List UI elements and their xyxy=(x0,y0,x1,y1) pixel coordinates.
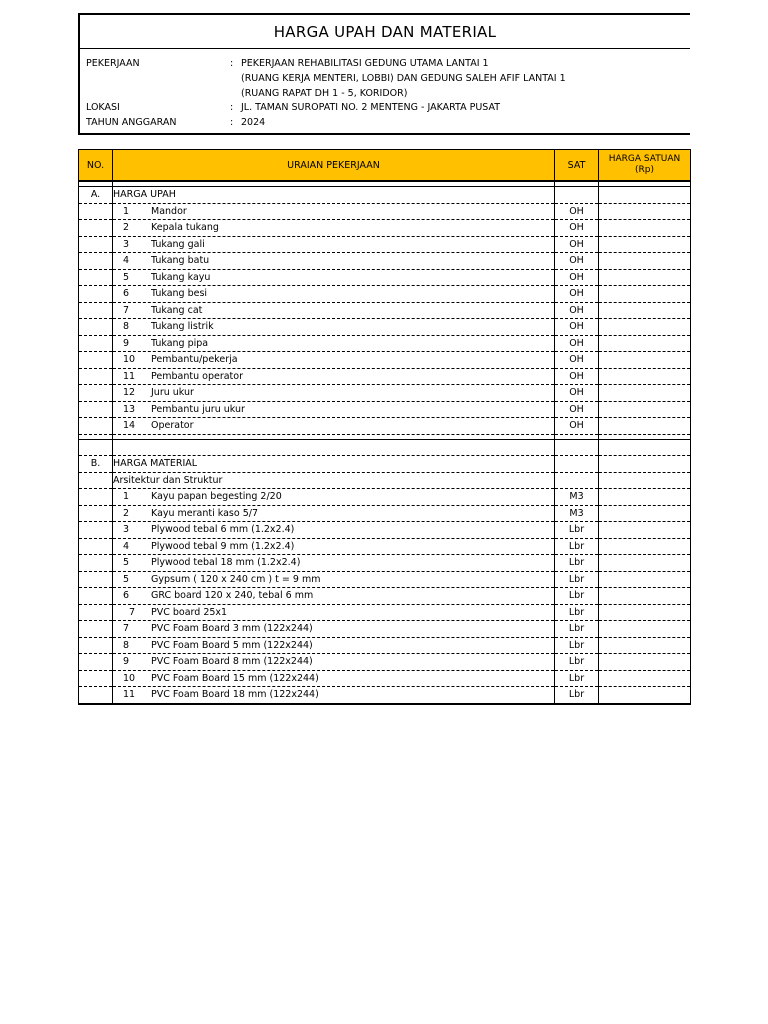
row-description-text: Tukang pipa xyxy=(151,337,209,349)
row-blank xyxy=(79,385,113,402)
row-number: 2 xyxy=(123,507,130,519)
table-row xyxy=(79,418,691,435)
row-price xyxy=(599,538,691,555)
table-row xyxy=(79,368,691,385)
row-unit: OH xyxy=(555,335,599,352)
row-description xyxy=(113,670,555,687)
document-title: HARGA UPAH DAN MATERIAL xyxy=(273,23,497,41)
row-blank xyxy=(79,670,113,687)
row-description-text: Pembantu juru ukur xyxy=(151,403,245,415)
row-unit: Lbr xyxy=(555,571,599,588)
row-unit: Lbr xyxy=(555,588,599,605)
row-number: 2 xyxy=(123,222,130,234)
row-number: 11 xyxy=(123,689,136,701)
row-price xyxy=(599,401,691,418)
row-blank xyxy=(79,522,113,539)
row-price xyxy=(599,637,691,654)
row-number: 7 xyxy=(129,606,136,618)
row-blank xyxy=(79,538,113,555)
row-number: 14 xyxy=(123,420,136,432)
row-unit: Lbr xyxy=(555,604,599,621)
section-row xyxy=(79,187,691,204)
row-description xyxy=(113,286,555,303)
row-price xyxy=(599,253,691,270)
row-blank xyxy=(79,505,113,522)
table-row xyxy=(79,687,691,704)
row-number: 4 xyxy=(123,540,130,552)
table-row xyxy=(79,538,691,555)
title-divider xyxy=(80,48,690,49)
header-uraian: URAIAN PEKERJAAN xyxy=(113,150,555,182)
row-description-text: Tukang gali xyxy=(151,238,205,250)
row-unit: Lbr xyxy=(555,654,599,671)
row-description-text: Gypsum ( 120 x 240 cm ) t = 9 mm xyxy=(151,573,321,585)
table-row xyxy=(79,203,691,220)
row-price xyxy=(599,203,691,220)
section-harga xyxy=(599,456,691,473)
row-blank xyxy=(79,203,113,220)
table-row xyxy=(79,670,691,687)
row-blank xyxy=(79,687,113,704)
row-price xyxy=(599,286,691,303)
header-harga xyxy=(599,150,691,182)
row-unit: OH xyxy=(555,203,599,220)
row-blank xyxy=(79,236,113,253)
row-number: 3 xyxy=(123,524,130,536)
row-description-text: Kayu meranti kaso 5/7 xyxy=(151,507,259,519)
row-unit: Lbr xyxy=(555,538,599,555)
blank-row xyxy=(79,439,691,456)
row-blank xyxy=(79,489,113,506)
pekerjaan-label: PEKERJAAN xyxy=(86,58,140,69)
row-blank xyxy=(79,401,113,418)
row-unit: Lbr xyxy=(555,522,599,539)
header-no: NO. xyxy=(79,150,113,182)
row-description-text: PVC Foam Board 5 mm (122x244) xyxy=(151,639,313,651)
row-description xyxy=(113,401,555,418)
row-description xyxy=(113,489,555,506)
row-description-text: Kayu papan begesting 2/20 xyxy=(151,491,282,503)
header-harga-line-2: (Rp) xyxy=(635,165,654,175)
row-description-text: Operator xyxy=(151,420,194,432)
table-row xyxy=(79,269,691,286)
row-unit: OH xyxy=(555,302,599,319)
row-description-text: Plywood tebal 6 mm (1.2x2.4) xyxy=(151,524,295,536)
section-code: A. xyxy=(79,187,113,204)
row-description xyxy=(113,538,555,555)
row-description xyxy=(113,253,555,270)
row-description xyxy=(113,302,555,319)
table-row xyxy=(79,352,691,369)
row-unit: Lbr xyxy=(555,637,599,654)
row-description-text: PVC Foam Board 3 mm (122x244) xyxy=(151,623,313,635)
row-price xyxy=(599,687,691,704)
pekerjaan-colon: : xyxy=(230,58,234,69)
row-price xyxy=(599,335,691,352)
subsection-row xyxy=(79,472,691,489)
row-description-text: PVC Foam Board 8 mm (122x244) xyxy=(151,656,313,668)
table-row xyxy=(79,253,691,270)
table-row xyxy=(79,621,691,638)
row-number: 5 xyxy=(123,573,130,585)
row-description xyxy=(113,637,555,654)
row-price xyxy=(599,269,691,286)
row-description xyxy=(113,236,555,253)
row-number: 10 xyxy=(123,672,136,684)
row-description-text: GRC board 120 x 240, tebal 6 mm xyxy=(151,590,314,602)
row-blank xyxy=(79,621,113,638)
row-number: 6 xyxy=(123,590,130,602)
row-unit: OH xyxy=(555,269,599,286)
row-unit: M3 xyxy=(555,505,599,522)
table-row xyxy=(79,319,691,336)
pekerjaan-line-1: PEKERJAAN REHABILITASI GEDUNG UTAMA LANTAI 1 xyxy=(241,58,489,69)
row-description-text: PVC Foam Board 18 mm (122x244) xyxy=(151,689,319,701)
blank-cell xyxy=(599,439,691,456)
row-price xyxy=(599,621,691,638)
row-description xyxy=(113,555,555,572)
row-price xyxy=(599,489,691,506)
row-number: 11 xyxy=(123,370,136,382)
row-blank xyxy=(79,418,113,435)
blank-cell xyxy=(79,439,113,456)
row-number: 6 xyxy=(123,288,130,300)
row-blank xyxy=(79,637,113,654)
subsection-code xyxy=(79,472,113,489)
table-header-row xyxy=(79,150,691,182)
section-sat xyxy=(555,456,599,473)
row-description xyxy=(113,352,555,369)
row-description xyxy=(113,687,555,704)
row-number: 9 xyxy=(123,337,130,349)
row-blank xyxy=(79,269,113,286)
row-description-text: Mandor xyxy=(151,205,187,217)
row-unit: OH xyxy=(555,418,599,435)
row-price xyxy=(599,385,691,402)
section-sat xyxy=(555,187,599,204)
table-row xyxy=(79,654,691,671)
table-row xyxy=(79,401,691,418)
row-blank xyxy=(79,352,113,369)
tahun-label: TAHUN ANGGARAN xyxy=(86,117,177,128)
row-unit: OH xyxy=(555,385,599,402)
row-blank xyxy=(79,654,113,671)
row-unit: OH xyxy=(555,368,599,385)
row-description xyxy=(113,522,555,539)
table-row xyxy=(79,302,691,319)
row-description-text: Plywood tebal 9 mm (1.2x2.4) xyxy=(151,540,295,552)
section-code: B. xyxy=(79,456,113,473)
row-description-text: Tukang besi xyxy=(151,288,208,300)
table-row xyxy=(79,571,691,588)
row-price xyxy=(599,571,691,588)
row-price xyxy=(599,604,691,621)
row-blank xyxy=(79,571,113,588)
row-description-text: Juru ukur xyxy=(151,387,194,399)
row-unit: Lbr xyxy=(555,555,599,572)
row-price xyxy=(599,522,691,539)
row-description xyxy=(113,203,555,220)
row-price xyxy=(599,319,691,336)
pekerjaan-line-2: (RUANG KERJA MENTERI, LOBBI) DAN GEDUNG SALEH AFIF LANTAI 1 xyxy=(241,73,566,84)
row-description-text: Pembantu operator xyxy=(151,370,243,382)
row-unit: Lbr xyxy=(555,621,599,638)
row-unit: Lbr xyxy=(555,687,599,704)
row-number: 8 xyxy=(123,321,130,333)
subsection-sat xyxy=(555,472,599,489)
row-description xyxy=(113,368,555,385)
blank-cell xyxy=(555,439,599,456)
row-price xyxy=(599,670,691,687)
row-description-text: PVC Foam Board 15 mm (122x244) xyxy=(151,672,319,684)
row-price xyxy=(599,418,691,435)
table-row xyxy=(79,489,691,506)
table-row xyxy=(79,236,691,253)
row-description-text: Tukang cat xyxy=(151,304,203,316)
row-unit: OH xyxy=(555,352,599,369)
price-table xyxy=(78,149,691,705)
subsection-harga xyxy=(599,472,691,489)
row-number: 7 xyxy=(123,304,130,316)
subsection-title: Arsitektur dan Struktur xyxy=(113,472,555,489)
row-price xyxy=(599,654,691,671)
row-description-text: Tukang listrik xyxy=(151,321,214,333)
row-unit: M3 xyxy=(555,489,599,506)
row-number: 1 xyxy=(123,205,130,217)
table-row xyxy=(79,588,691,605)
table-row xyxy=(79,637,691,654)
row-number: 5 xyxy=(123,271,130,283)
section-row xyxy=(79,456,691,473)
row-blank xyxy=(79,319,113,336)
row-number: 1 xyxy=(123,491,130,503)
row-description xyxy=(113,385,555,402)
row-number: 7 xyxy=(123,623,130,635)
row-blank xyxy=(79,368,113,385)
row-blank xyxy=(79,253,113,270)
row-blank xyxy=(79,286,113,303)
row-description xyxy=(113,269,555,286)
section-title: HARGA MATERIAL xyxy=(113,456,555,473)
row-number: 5 xyxy=(123,557,130,569)
row-description xyxy=(113,588,555,605)
row-unit: OH xyxy=(555,220,599,237)
tahun-colon: : xyxy=(230,117,234,128)
header-harga-line-1: HARGA SATUAN xyxy=(608,154,681,164)
row-number: 3 xyxy=(123,238,130,250)
lokasi-colon: : xyxy=(230,102,234,113)
row-blank xyxy=(79,555,113,572)
lokasi-label: LOKASI xyxy=(86,102,120,113)
row-number: 10 xyxy=(123,354,136,366)
table-row xyxy=(79,286,691,303)
row-description xyxy=(113,621,555,638)
table-row xyxy=(79,555,691,572)
row-unit: OH xyxy=(555,319,599,336)
section-harga xyxy=(599,187,691,204)
row-price xyxy=(599,368,691,385)
row-description-text: Kepala tukang xyxy=(151,222,219,234)
row-number: 9 xyxy=(123,656,130,668)
table-row xyxy=(79,385,691,402)
header-sat: SAT xyxy=(555,150,599,182)
row-description xyxy=(113,319,555,336)
blank-cell xyxy=(113,439,555,456)
row-blank xyxy=(79,604,113,621)
row-description xyxy=(113,335,555,352)
row-price xyxy=(599,505,691,522)
tahun-value: 2024 xyxy=(241,117,266,128)
row-blank xyxy=(79,220,113,237)
row-description xyxy=(113,654,555,671)
table-row xyxy=(79,604,691,621)
row-unit: OH xyxy=(555,236,599,253)
row-description-text: Plywood tebal 18 mm (1.2x2.4) xyxy=(151,557,301,569)
row-description xyxy=(113,418,555,435)
table-row xyxy=(79,505,691,522)
row-number: 4 xyxy=(123,255,130,267)
row-description-text: Pembantu/pekerja xyxy=(151,354,238,366)
pekerjaan-line-3: (RUANG RAPAT DH 1 - 5, KORIDOR) xyxy=(241,88,408,99)
row-price xyxy=(599,588,691,605)
row-unit: OH xyxy=(555,286,599,303)
table-row xyxy=(79,220,691,237)
row-price xyxy=(599,302,691,319)
row-blank xyxy=(79,302,113,319)
row-description xyxy=(113,604,555,621)
row-number: 8 xyxy=(123,639,130,651)
row-price xyxy=(599,236,691,253)
row-description-text: Tukang batu xyxy=(151,255,210,267)
table-row xyxy=(79,335,691,352)
row-price xyxy=(599,555,691,572)
row-price xyxy=(599,352,691,369)
row-unit: Lbr xyxy=(555,670,599,687)
row-description-text: Tukang kayu xyxy=(151,271,211,283)
table-row xyxy=(79,522,691,539)
row-description-text: PVC board 25x1 xyxy=(151,606,228,618)
row-number: 13 xyxy=(123,403,136,415)
row-unit: OH xyxy=(555,401,599,418)
lokasi-value: JL. TAMAN SUROPATI NO. 2 MENTENG - JAKARTA PUSAT xyxy=(241,102,501,113)
row-description xyxy=(113,220,555,237)
row-number: 12 xyxy=(123,387,136,399)
row-unit: OH xyxy=(555,253,599,270)
row-description xyxy=(113,571,555,588)
row-description xyxy=(113,505,555,522)
row-blank xyxy=(79,335,113,352)
section-title: HARGA UPAH xyxy=(113,187,555,204)
document-header xyxy=(78,13,690,135)
row-price xyxy=(599,220,691,237)
row-blank xyxy=(79,588,113,605)
